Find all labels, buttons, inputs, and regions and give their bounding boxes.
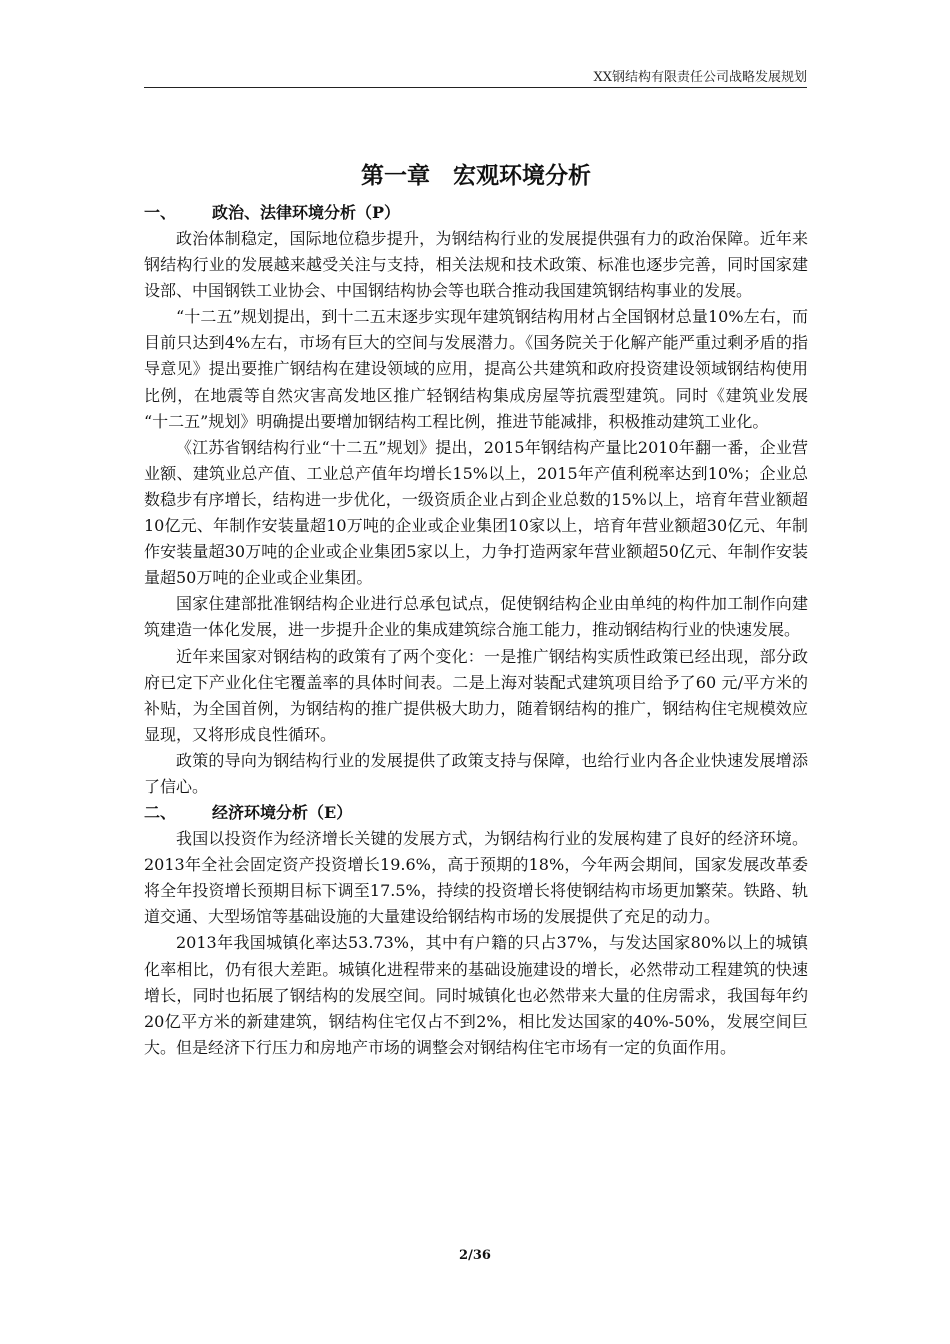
section-number: 二、 <box>144 803 177 823</box>
paragraph: “十二五”规划提出，到十二五末逐步实现年建筑钢结构用材占全国钢材总量10%左右，而目前只达到4%左右，市场有巨大的空间与发展潜力。《国务院关于化解产能严重过剩矛盾的指导意见》提出要推广钢结构在建设领域的应用，提高公共建筑和政府投资建设领域钢结构使用比例，在地震等自然灾害高发地区推广轻钢结构集成房屋等抗震型建筑。同时《建筑业发展 “十二五”规划》明确提出要增加钢结构工程比例，推进节能减排，积极推动建筑工业化。 <box>144 307 808 431</box>
section-heading <box>144 200 808 226</box>
section-title: 政治、法律环境分析（P） <box>212 203 401 222</box>
running-header: XX钢结构有限责任公司战略发展规划 <box>593 70 807 85</box>
paragraph: 我国以投资作为经济增长关键的发展方式，为钢结构行业的发展构建了良好的经济环境。2013年全社会固定资产投资增长19.6%，高于预期的18%，今年两会期间，国家发展改革委将全年投资增长预期目标下调至17.5%，持续的投资增长将使钢结构市场更加繁荣。铁路、轨道交通、大型场馆等基础设施的大量建设给钢结构市场的发展提供了充足的动力。 <box>144 829 808 927</box>
page-body <box>144 160 808 1061</box>
paragraph: 国家住建部批准钢结构企业进行总承包试点，促使钢结构企业由单纯的构件加工制作向建筑建造一体化发展，进一步提升企业的集成建筑综合施工能力，推动钢结构行业的快速发展。 <box>144 594 808 640</box>
page-number: 2/36 <box>459 1248 491 1263</box>
section-economic <box>144 800 808 1061</box>
paragraph: 2013年我国城镇化率达53.73%，其中有户籍的只占37%，与发达国家80%以上的城镇化率相比，仍有很大差距。城镇化进程带来的基础设施建设的增长，必然带动工程建筑的快速增长，同时也拓展了钢结构的发展空间。同时城镇化也必然带来大量的住房需求，我国每年约20亿平方米的新建建筑，钢结构住宅仅占不到2%，相比发达国家的40%-50%，发展空间巨大。但是经济下行压力和房地产市场的调整会对钢结构住宅市场有一定的负面作用。 <box>144 933 808 1057</box>
paragraph: 《江苏省钢结构行业“十二五”规划》提出，2015年钢结构产量比2010年翻一番，企业营业额、建筑业总产值、工业总产值年均增长15%以上，2015年产值利税率达到10%；企业总数稳步有序增长，结构进一步优化，一级资质企业占到企业总数的15%以上，培育年营业额超10亿元、年制作安装量超10万吨的企业或企业集团10家以上，培育年营业额超30亿元、年制作安装量超30万吨的企业或企业集团5家以上，力争打造两家年营业额超50亿元、年制作安装量超50万吨的企业或企业集团。 <box>144 437 808 588</box>
section-title: 经济环境分析（E） <box>212 803 353 823</box>
paragraph: 政策的导向为钢结构行业的发展提供了政策支持与保障，也给行业内各企业快速发展增添了信心。 <box>144 750 808 796</box>
header-rule <box>144 87 807 88</box>
section-number: 一、 <box>144 203 177 222</box>
paragraph: 政治体制稳定，国际地位稳步提升，为钢结构行业的发展提供强有力的政治保障。近年来钢结构行业的发展越来越受关注与支持，相关法规和技术政策、标准也逐步完善，同时国家建设部、中国钢铁工业协会、中国钢结构协会等也联合推动我国建筑钢结构事业的发展。 <box>144 229 808 301</box>
paragraph: 近年来国家对钢结构的政策有了两个变化：一是推广钢结构实质性政策已经出现，部分政府已定下产业化住宅覆盖率的具体时间表。二是上海对装配式建筑项目给予了60 元/平方米的补贴，为全国首例，为钢结构的推广提供极大助力，随着钢结构的推广，钢结构住宅规模效应显现，又将形成良性循环。 <box>144 646 808 744</box>
chapter-title: 第一章 宏观环境分析 <box>361 162 591 189</box>
section-political-legal <box>144 200 808 800</box>
section-heading <box>144 800 808 826</box>
